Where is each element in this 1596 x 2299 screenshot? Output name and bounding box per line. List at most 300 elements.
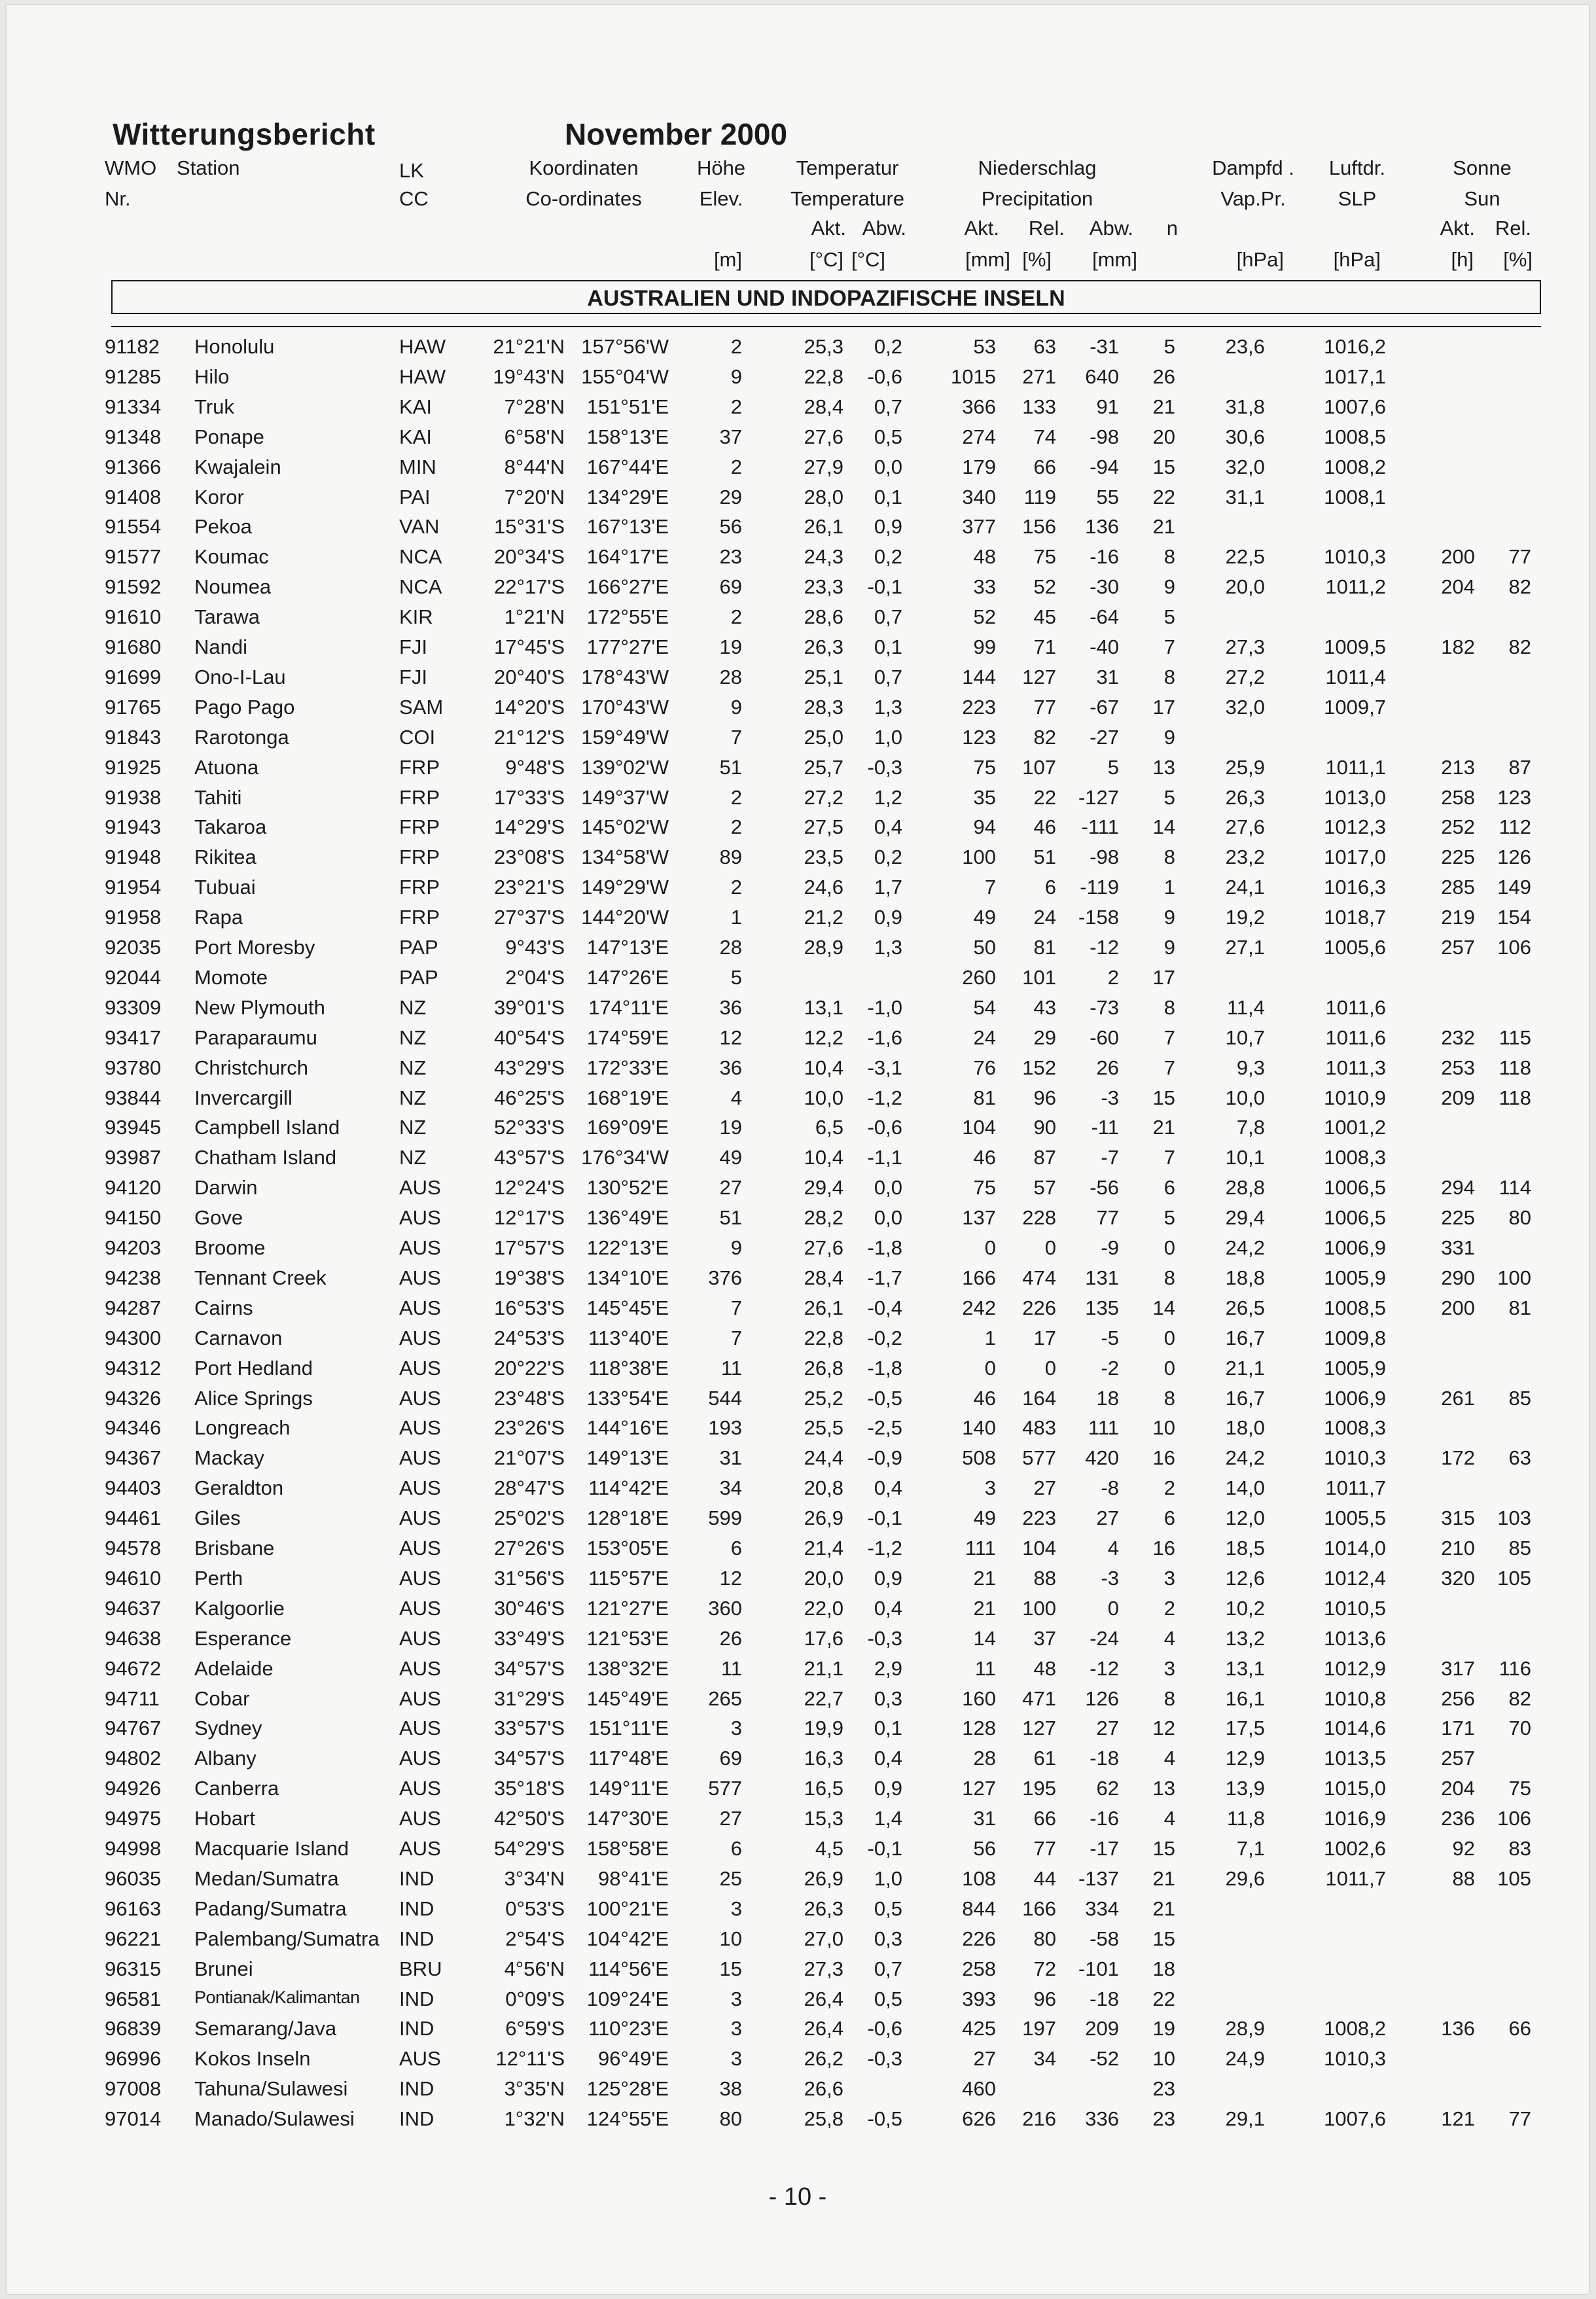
precip-days: 5 [1163, 1206, 1175, 1230]
temp-actual: 22,0 [804, 1596, 843, 1620]
elevation: 11 [720, 1356, 742, 1380]
unit-nied-abw: [mm] [1092, 248, 1137, 271]
vapour-pressure: 27,3 [1225, 635, 1265, 658]
latitude: 14°29'S [494, 815, 565, 839]
wmo-nr: 97014 [105, 2107, 162, 2131]
temp-deviation: 0,1 [874, 635, 902, 658]
elevation: 2 [730, 455, 742, 478]
latitude: 7°20'N [504, 485, 565, 508]
sea-level-pressure: 1017,1 [1324, 365, 1386, 388]
vapour-pressure: 14,0 [1225, 1476, 1265, 1500]
longitude: 115°57'E [588, 1566, 669, 1590]
precip-deviation: -27 [1090, 725, 1119, 749]
vapour-pressure: 19,2 [1225, 906, 1265, 929]
precip-relative: 100 [1022, 1596, 1056, 1620]
longitude: 117°48'E [588, 1747, 669, 1770]
sun-relative: 126 [1497, 846, 1531, 869]
station-name: Nandi [194, 635, 247, 658]
precip-days: 2 [1163, 1476, 1175, 1500]
elevation: 69 [719, 575, 742, 599]
temp-deviation: 1,0 [874, 1866, 902, 1890]
precip-days: 4 [1163, 1747, 1175, 1770]
wmo-nr: 94120 [105, 1176, 162, 1200]
sun-relative: 116 [1498, 1656, 1531, 1680]
country-code: NZ [399, 1146, 427, 1169]
sun-actual: 315 [1441, 1506, 1475, 1530]
elevation: 4 [730, 1086, 742, 1109]
temp-deviation: 0,4 [874, 1596, 902, 1620]
sea-level-pressure: 1005,5 [1324, 1506, 1386, 1530]
precip-relative: 75 [1033, 545, 1056, 569]
country-code: IND [399, 2107, 434, 2131]
precip-days: 17 [1152, 965, 1175, 989]
temp-deviation: -0,5 [867, 1386, 902, 1410]
wmo-nr: 94672 [105, 1656, 162, 1680]
latitude: 21°21'N [493, 335, 565, 358]
sun-relative: 75 [1508, 1777, 1531, 1800]
temp-actual: 28,4 [804, 1266, 843, 1289]
longitude: 145°49'E [586, 1686, 669, 1710]
precip-actual: 21 [973, 1566, 996, 1590]
precip-relative: 24 [1033, 906, 1056, 929]
latitude: 12°24'S [494, 1176, 565, 1200]
country-code: HAW [399, 335, 446, 358]
latitude: 0°53'S [505, 1897, 565, 1920]
longitude: 147°13'E [586, 936, 669, 959]
precip-actual: 377 [962, 515, 996, 539]
temp-deviation: 0,9 [874, 1566, 902, 1590]
temp-deviation: 0,2 [874, 545, 902, 569]
precip-actual: 75 [973, 1176, 996, 1200]
table-row [7, 2016, 1589, 2045]
sea-level-pressure: 1009,7 [1324, 695, 1386, 719]
country-code: AUS [399, 1416, 441, 1440]
precip-days: 8 [1163, 545, 1175, 569]
precip-actual: 258 [962, 1957, 996, 1980]
precip-relative: 77 [1033, 1837, 1056, 1860]
wmo-nr: 94926 [105, 1777, 162, 1800]
country-code: AUS [399, 1596, 441, 1620]
temp-actual: 23,5 [804, 846, 843, 869]
elevation: 9 [730, 695, 742, 719]
vapour-pressure: 27,2 [1225, 665, 1265, 688]
country-code: AUS [399, 1476, 441, 1500]
sea-level-pressure: 1012,9 [1324, 1656, 1386, 1680]
country-code: IND [399, 1866, 434, 1890]
vapour-pressure: 18,5 [1225, 1537, 1265, 1559]
temp-deviation: 1,7 [874, 876, 902, 899]
precip-relative: 166 [1022, 1897, 1056, 1920]
precip-deviation: -56 [1090, 1176, 1119, 1200]
longitude: 172°33'E [586, 1056, 669, 1079]
sun-relative: 70 [1508, 1717, 1531, 1740]
station-name: Ono-I-Lau [194, 665, 286, 688]
precip-actual: 46 [973, 1386, 996, 1410]
elevation: 6 [730, 1837, 742, 1860]
precip-deviation: 126 [1085, 1686, 1119, 1710]
station-name: Pekoa [194, 515, 252, 539]
vapour-pressure: 11,4 [1226, 995, 1265, 1019]
precip-relative: 197 [1022, 2017, 1056, 2041]
elevation: 23 [719, 545, 742, 569]
wmo-nr: 94578 [105, 1537, 162, 1559]
latitude: 19°38'S [494, 1266, 565, 1289]
table-row [7, 1086, 1589, 1114]
col-nied-n: n [1166, 217, 1178, 240]
col-nied-abw: Abw. [1089, 217, 1133, 240]
longitude: 158°13'E [586, 425, 669, 448]
wmo-nr: 92044 [105, 965, 162, 989]
longitude: 128°18'E [586, 1506, 669, 1530]
table-row [7, 1296, 1589, 1325]
vapour-pressure: 10,2 [1225, 1596, 1265, 1620]
station-name: Ponape [194, 425, 264, 448]
temp-actual: 27,5 [804, 815, 843, 839]
wmo-nr: 94367 [105, 1446, 162, 1470]
precip-deviation: -30 [1090, 575, 1119, 599]
elevation: 80 [719, 2107, 742, 2131]
precip-relative: 271 [1022, 365, 1056, 388]
precip-relative: 57 [1033, 1176, 1056, 1200]
vapour-pressure: 26,5 [1225, 1296, 1265, 1319]
precip-actual: 140 [962, 1416, 996, 1440]
latitude: 17°57'S [494, 1236, 565, 1259]
vapour-pressure: 30,6 [1225, 425, 1265, 448]
temp-deviation: 0,9 [874, 1777, 902, 1800]
latitude: 7°28'N [504, 395, 565, 418]
precip-relative: 61 [1033, 1747, 1056, 1770]
country-code: HAW [399, 365, 446, 388]
sun-relative: 82 [1508, 635, 1531, 658]
elevation: 15 [719, 1957, 742, 1980]
table-row [7, 575, 1589, 603]
latitude: 22°17'S [494, 575, 565, 599]
temp-deviation: -1,2 [867, 1537, 902, 1559]
sea-level-pressure: 1011,6 [1325, 995, 1386, 1019]
precip-days: 22 [1152, 1987, 1175, 2010]
temp-deviation: -1,8 [867, 1236, 902, 1259]
country-code: AUS [399, 1566, 441, 1590]
temp-deviation: -0,9 [867, 1446, 902, 1470]
precip-deviation: 420 [1085, 1446, 1119, 1470]
country-code: FJI [399, 665, 428, 688]
temp-actual: 28,9 [804, 936, 843, 959]
precip-days: 10 [1152, 2047, 1175, 2071]
precip-days: 0 [1163, 1326, 1175, 1349]
latitude: 25°02'S [494, 1506, 565, 1530]
temp-deviation: 0,4 [874, 1476, 902, 1500]
elevation: 9 [730, 365, 742, 388]
elevation: 19 [719, 635, 742, 658]
precip-deviation: -94 [1090, 455, 1119, 478]
table-row [7, 965, 1589, 994]
longitude: 124°55'E [586, 2107, 669, 2131]
elevation: 12 [719, 1025, 742, 1049]
temp-deviation: -0,5 [867, 2107, 902, 2131]
latitude: 43°57'S [494, 1146, 565, 1169]
country-code: AUS [399, 1446, 441, 1470]
latitude: 3°34'N [504, 1866, 565, 1890]
vapour-pressure: 24,2 [1225, 1236, 1265, 1259]
precip-relative: 45 [1033, 605, 1056, 629]
table-row [7, 514, 1589, 543]
latitude: 3°35'N [504, 2077, 565, 2101]
wmo-nr: 93780 [105, 1056, 162, 1079]
wmo-nr: 96581 [105, 1987, 162, 2010]
precip-days: 5 [1163, 335, 1175, 358]
sea-level-pressure: 1012,3 [1324, 815, 1386, 839]
sun-relative: 149 [1497, 876, 1531, 899]
wmo-nr: 94287 [105, 1296, 162, 1319]
wmo-nr: 94637 [105, 1596, 162, 1620]
elevation: 51 [719, 1206, 742, 1230]
temp-deviation: 0,7 [874, 605, 902, 629]
elevation: 2 [730, 395, 742, 418]
station-name: Tubuai [194, 876, 256, 899]
longitude: 159°49'W [581, 725, 669, 749]
precip-deviation: 131 [1085, 1266, 1119, 1289]
table-row [7, 1356, 1589, 1385]
precip-relative: 46 [1033, 815, 1056, 839]
longitude: 167°13'E [586, 515, 669, 539]
sea-level-pressure: 1018,7 [1324, 906, 1386, 929]
temp-deviation: -2,5 [867, 1416, 902, 1440]
temp-actual: 22,7 [804, 1686, 843, 1710]
col-sonne: Sonne [1453, 156, 1512, 179]
elevation: 36 [719, 995, 742, 1019]
precip-deviation: -73 [1090, 995, 1119, 1019]
wmo-nr: 93945 [105, 1116, 162, 1139]
table-row [7, 1025, 1589, 1054]
vapour-pressure: 7,1 [1236, 1837, 1265, 1860]
longitude: 125°28'E [586, 2077, 669, 2101]
precip-relative: 101 [1022, 965, 1056, 989]
longitude: 172°55'E [586, 605, 669, 629]
latitude: 43°29'S [494, 1056, 565, 1079]
sun-actual: 172 [1441, 1446, 1475, 1470]
temp-deviation: 0,1 [874, 485, 902, 508]
precip-deviation: -119 [1080, 876, 1119, 899]
precip-relative: 66 [1033, 1807, 1056, 1830]
table-row [7, 1987, 1589, 2016]
col-koordinaten: Koordinaten [529, 156, 639, 179]
temp-actual: 22,8 [804, 1326, 843, 1349]
table-row [7, 785, 1589, 814]
precip-relative: 228 [1022, 1206, 1056, 1230]
table-row [7, 485, 1589, 514]
unit-dampf: [hPa] [1236, 248, 1284, 271]
sea-level-pressure: 1010,8 [1324, 1686, 1386, 1710]
col-slp: SLP [1338, 187, 1377, 210]
sea-level-pressure: 1008,5 [1324, 1296, 1386, 1319]
longitude: 96°49'E [598, 2047, 669, 2071]
station-name: Truk [194, 395, 234, 418]
wmo-nr: 94461 [105, 1506, 162, 1530]
latitude: 1°32'N [504, 2107, 565, 2131]
table-row [7, 1056, 1589, 1084]
station-name: Darwin [194, 1176, 258, 1200]
country-code: FRP [399, 755, 440, 779]
unit-temp-abw: [°C] [851, 248, 885, 271]
elevation: 31 [719, 1446, 742, 1470]
precip-actual: 1015 [951, 365, 996, 388]
temp-deviation: 0,4 [874, 815, 902, 839]
station-name: New Plymouth [194, 995, 325, 1019]
country-code: IND [399, 2017, 434, 2041]
precip-relative: 43 [1033, 995, 1056, 1019]
temp-actual: 26,4 [804, 1987, 843, 2010]
country-code: BRU [399, 1957, 442, 1980]
latitude: 16°53'S [494, 1296, 565, 1319]
elevation: 56 [719, 515, 742, 539]
wmo-nr: 94346 [105, 1416, 162, 1440]
station-name: Hilo [194, 365, 230, 388]
sea-level-pressure: 1005,9 [1324, 1356, 1386, 1380]
table-row [7, 1836, 1589, 1865]
table-row [7, 1386, 1589, 1415]
precip-days: 5 [1163, 605, 1175, 629]
station-name: Perth [194, 1566, 243, 1590]
temp-actual: 27,2 [804, 785, 843, 809]
precip-deviation: -3 [1101, 1566, 1119, 1590]
longitude: 174°11'E [588, 995, 669, 1019]
col-lk: LK [399, 159, 424, 182]
temp-actual: 23,3 [804, 575, 843, 599]
wmo-nr: 96035 [105, 1866, 162, 1890]
vapour-pressure: 24,9 [1225, 2047, 1265, 2071]
latitude: 9°43'S [505, 936, 565, 959]
wmo-nr: 91182 [105, 335, 160, 358]
table-row [7, 334, 1589, 363]
precip-days: 8 [1163, 1686, 1175, 1710]
precip-days: 16 [1152, 1537, 1175, 1559]
col-dampfdruck: Dampfd . [1212, 156, 1294, 179]
temp-deviation: 0,7 [874, 395, 902, 418]
sun-relative: 100 [1497, 1266, 1531, 1289]
station-name: Port Hedland [194, 1356, 313, 1380]
temp-actual: 29,4 [804, 1176, 843, 1200]
precip-actual: 128 [962, 1717, 996, 1740]
sun-relative: 103 [1497, 1506, 1531, 1530]
col-sonne-rel: Rel. [1495, 217, 1531, 240]
temp-deviation: 2,9 [874, 1656, 902, 1680]
temp-deviation: 0,2 [874, 335, 902, 358]
country-code: AUS [399, 1686, 441, 1710]
longitude: 149°29'W [581, 876, 669, 899]
precip-days: 21 [1152, 395, 1175, 418]
unit-luft: [hPa] [1333, 248, 1381, 271]
table-row [7, 1866, 1589, 1895]
precip-actual: 223 [962, 695, 996, 719]
precip-deviation: -64 [1090, 605, 1119, 629]
station-name: Pago Pago [194, 695, 295, 719]
sea-level-pressure: 1011,7 [1325, 1476, 1386, 1500]
country-code: NCA [399, 545, 442, 569]
precip-actual: 274 [962, 425, 996, 448]
col-luftdruck: Luftdr. [1328, 156, 1386, 179]
station-name: Medan/Sumatra [194, 1866, 339, 1890]
precip-relative: 164 [1022, 1386, 1056, 1410]
temp-actual: 13,1 [804, 995, 843, 1019]
station-name: Tahiti [194, 785, 242, 809]
vapour-pressure: 12,6 [1225, 1566, 1265, 1590]
col-hoehe: Höhe [696, 156, 746, 179]
station-name: Palembang/Sumatra [194, 1927, 380, 1950]
precip-actual: 393 [962, 1987, 996, 2010]
col-nied-akt: Akt. [964, 217, 999, 240]
wmo-nr: 91592 [105, 575, 162, 599]
precip-days: 4 [1163, 1626, 1175, 1650]
unit-sonne-rel: [%] [1503, 248, 1533, 271]
wmo-nr: 93309 [105, 995, 162, 1019]
longitude: 166°27'E [586, 575, 669, 599]
table-row [7, 1716, 1589, 1745]
table-row [7, 695, 1589, 724]
precip-deviation: 77 [1096, 1206, 1119, 1230]
table-row [7, 1596, 1589, 1625]
elevation: 28 [719, 936, 742, 959]
sea-level-pressure: 1002,6 [1324, 1837, 1386, 1860]
sun-actual: 257 [1441, 936, 1475, 959]
table-row [7, 1566, 1589, 1595]
elevation: 12 [719, 1566, 742, 1590]
precip-deviation: -24 [1090, 1626, 1119, 1650]
sea-level-pressure: 1007,6 [1324, 2107, 1386, 2131]
station-name: Hobart [194, 1807, 256, 1830]
station-name: Alice Springs [194, 1386, 313, 1410]
unit-nied-akt: [mm] [965, 248, 1010, 271]
elevation: 51 [719, 755, 742, 779]
longitude: 118°38'E [588, 1356, 669, 1380]
country-code: SAM [399, 695, 444, 719]
vapour-pressure: 31,1 [1225, 485, 1265, 508]
station-name: Takaroa [194, 815, 267, 839]
longitude: 130°52'E [586, 1176, 669, 1200]
col-temperature: Temperature [790, 187, 905, 210]
longitude: 121°27'E [586, 1596, 669, 1620]
elevation: 25 [719, 1866, 742, 1890]
col-elev: Elev. [699, 187, 743, 210]
temp-deviation: -1,7 [867, 1266, 902, 1289]
precip-relative: 52 [1033, 575, 1056, 599]
station-name: Canberra [194, 1777, 279, 1800]
longitude: 139°02'W [581, 755, 669, 779]
col-precipitation: Precipitation [981, 187, 1093, 210]
page-number: - 10 - [768, 2183, 827, 2211]
precip-relative: 223 [1022, 1506, 1056, 1530]
longitude: 134°58'W [581, 846, 669, 869]
precip-actual: 1 [984, 1326, 996, 1349]
country-code: AUS [399, 1747, 441, 1770]
precip-actual: 366 [962, 395, 996, 418]
precip-days: 7 [1163, 1056, 1175, 1079]
latitude: 20°40'S [494, 665, 565, 688]
sea-level-pressure: 1006,9 [1324, 1236, 1386, 1259]
latitude: 17°33'S [494, 785, 565, 809]
precip-relative: 34 [1033, 2047, 1056, 2071]
wmo-nr: 93987 [105, 1146, 162, 1169]
precip-relative: 96 [1033, 1987, 1056, 2010]
longitude: 149°11'E [588, 1777, 669, 1800]
wmo-nr: 96839 [105, 2017, 162, 2041]
country-code: NZ [399, 1025, 427, 1049]
temp-actual: 16,5 [804, 1777, 843, 1800]
sun-relative: 115 [1498, 1025, 1531, 1049]
table-row [7, 1686, 1589, 1715]
country-code: NZ [399, 1116, 427, 1139]
precip-deviation: -12 [1090, 936, 1119, 959]
latitude: 23°26'S [494, 1416, 565, 1440]
